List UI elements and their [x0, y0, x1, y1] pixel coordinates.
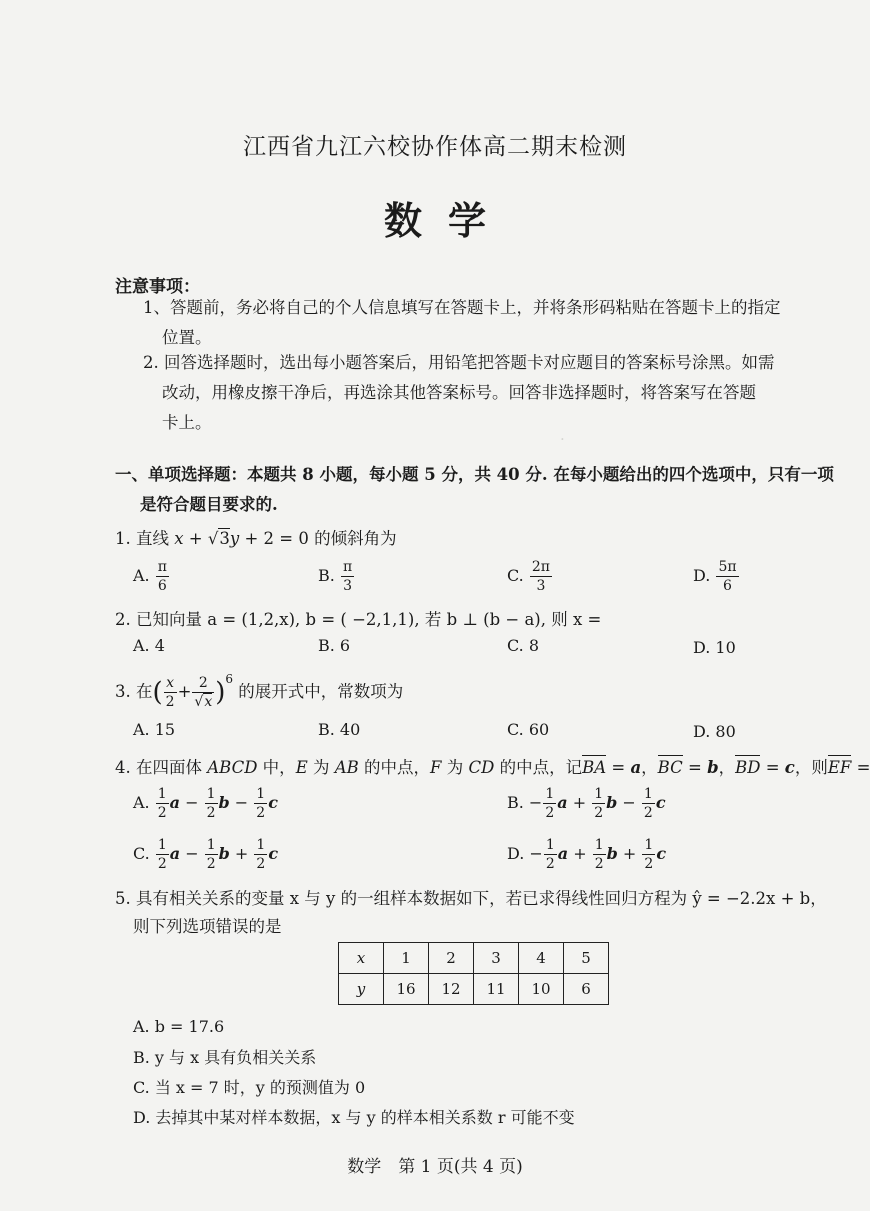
question-4-stem: 4. 在四面体 ABCD 中，E 为 AB 的中点，F 为 CD 的中点，记BA = a，BC = b，BD = c，则EF = [115, 758, 870, 777]
question-4-option-c: C. $\frac{1}{2}$ a − $\frac{1}{2}$ b + $\frac{1}{2}$ c [133, 837, 279, 872]
table-cell: 5 [564, 943, 609, 974]
table-cell: 6 [564, 974, 609, 1005]
notice-item-2-cont: 改动，用橡皮擦干净后，再选涂其他答案标号。回答非选择题时，将答案写在答题 [162, 383, 756, 402]
question-3-option-d: D. 80 [693, 722, 736, 741]
section-heading: 一、单项选择题：本题共 8 小题，每小题 5 分，共 40 分. 在每小题给出的四个选项中，只有一项 [115, 465, 834, 484]
question-1-option-a: A. $\frac{\pi}{6}$ [133, 559, 167, 594]
show-through-mark: · [560, 430, 565, 448]
sample-data-table [338, 942, 609, 1005]
question-2-stem: 2. 已知向量 a = (1,2,x), b = ( −2,1,1), 若 b ⊥ (b − a), 则 x = [115, 610, 602, 629]
question-2-option-a: A. 4 [133, 636, 165, 655]
question-2-option-c: C. 8 [507, 636, 540, 655]
section-heading-cont: 是符合题目要求的. [140, 495, 278, 514]
question-5-option-b: B. y 与 x 具有负相关关系 [133, 1048, 317, 1067]
subject-title: 数学 [383, 198, 512, 243]
question-1-stem: 1. 直线 x + √3y + 2 = 0 的倾斜角为 [115, 529, 397, 548]
question-1-option-d: D. $\frac{5\pi}{6}$ [693, 559, 737, 594]
notice-item-2: 2. 回答选择题时，选出每小题答案后，用铅笔把答题卡对应题目的答案标号涂黑。如需 [143, 353, 775, 372]
table-cell: 10 [519, 974, 564, 1005]
question-4-option-b: B. − $\frac{1}{2}$ a + $\frac{1}{2}$ b − $\frac{1}{2}$ c [507, 786, 666, 821]
table-header-y: y [339, 974, 384, 1005]
notice-item-1-cont: 位置。 [162, 328, 212, 347]
notice-item-1: 1、答题前，务必将自己的个人信息填写在答题卡上，并将条形码粘贴在答题卡上的指定 [143, 298, 781, 317]
table-cell: 2 [429, 943, 474, 974]
question-2-option-d: D. 10 [693, 638, 736, 657]
notice-heading: 注意事项： [115, 277, 200, 297]
question-3-option-c: C. 60 [507, 720, 550, 739]
question-4-option-d: D. − $\frac{1}{2}$ a + $\frac{1}{2}$ b + $\frac{1}{2}$ c [507, 837, 667, 872]
table-cell: 1 [384, 943, 429, 974]
question-3-stem: 3. 在( $\frac{x}{2}$ + $\frac{2}{√x}$ )$^6$ 的展开式中，常数项为 [115, 672, 404, 710]
question-5-option-d: D. 去掉其中某对样本数据，x 与 y 的样本相关系数 r 可能不变 [133, 1108, 575, 1127]
question-1-option-b: B. $\frac{\pi}{3}$ [318, 559, 353, 594]
notice-item-2-cont2: 卡上。 [162, 413, 212, 432]
page-footer: 数学 第 1 页(共 4 页) [347, 1157, 523, 1177]
question-5-stem-cont: 则下列选项错误的是 [133, 917, 282, 936]
table-row [339, 943, 609, 974]
exam-title: 江西省九江六校协作体高二期末检测 [243, 134, 627, 160]
table-cell: 11 [474, 974, 519, 1005]
question-3-option-a: A. 15 [133, 720, 176, 739]
table-cell: 16 [384, 974, 429, 1005]
question-4-option-a: A. $\frac{1}{2}$ a − $\frac{1}{2}$ b − $\frac{1}{2}$ c [133, 786, 278, 821]
question-2-option-b: B. 6 [318, 636, 351, 655]
table-cell: 12 [429, 974, 474, 1005]
table-header-x: x [339, 943, 384, 974]
table-cell: 3 [474, 943, 519, 974]
table-cell: 4 [519, 943, 564, 974]
table-row [339, 974, 609, 1005]
question-5-option-c: C. 当 x = 7 时，y 的预测值为 0 [133, 1078, 366, 1097]
question-5-stem: 5. 具有相关关系的变量 x 与 y 的一组样本数据如下，若已求得线性回归方程为 ŷ = −2.2x + b， [115, 889, 827, 908]
question-3-option-b: B. 40 [318, 720, 361, 739]
question-5-option-a: A. b = 17.6 [133, 1017, 225, 1036]
question-1-option-c: C. $\frac{2\pi}{3}$ [507, 559, 550, 594]
